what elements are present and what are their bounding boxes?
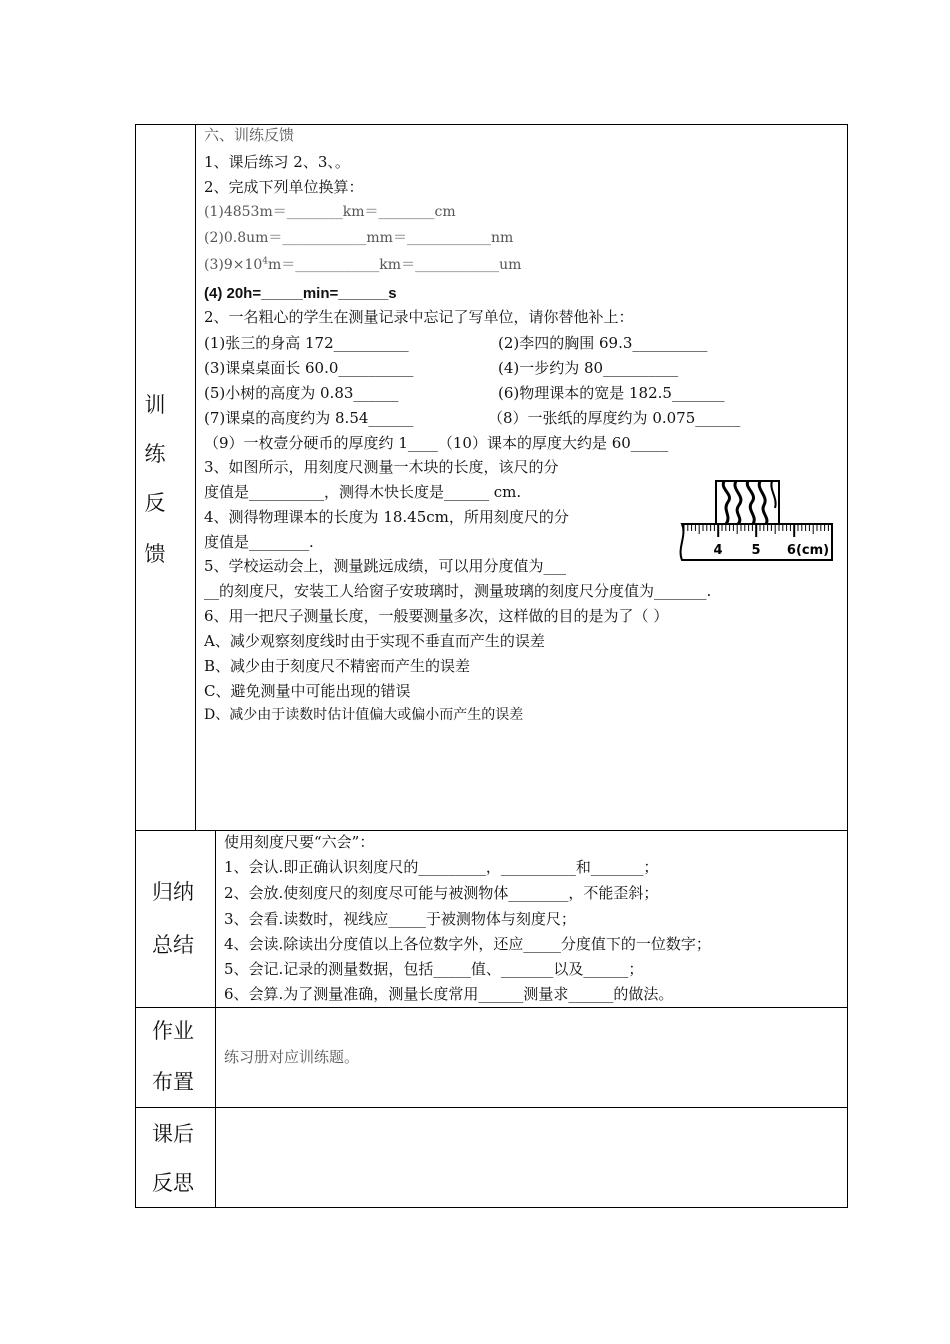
label-line: 布置	[152, 1070, 194, 1094]
unit-item: （9）一枚壹分硬币的厚度约 1____（10）课本的厚度大约是 60_____	[204, 434, 669, 452]
question-2-title: 2、完成下列单位换算：	[204, 178, 364, 196]
label-line: 作业	[152, 1019, 194, 1043]
summary-item: 5、会记.记录的测量数据，包括_____值、_______以及______；	[224, 960, 644, 978]
unit-item: (7)课桌的高度约为 8.54______	[204, 409, 414, 427]
col-divider	[215, 830, 216, 1208]
summary-item: 1、会认.即正确认识刻度尺的_________，__________和_______；	[224, 858, 659, 876]
option-b: B、减少由于刻度尺不精密而产生的误差	[204, 657, 471, 675]
conversion-3-exponent: 4	[262, 256, 269, 267]
question-5-line-1: 5、学校运动会上，测量跳远成绩，可以用分度值为___	[204, 557, 567, 575]
question-3-line-1: 3、如图所示，用刻度尺测量一木块的长度，该尺的分	[204, 458, 559, 476]
ruler-label-6: 6(cm)	[786, 543, 830, 558]
question-3-line-2: 度值是__________，测得木快长度是______ cm.	[204, 483, 522, 501]
unit-item: (5)小树的高度为 0.83______	[204, 384, 399, 402]
option-c: C、避免测量中可能出现的错误	[204, 682, 411, 700]
conversion-2: (2)0.8um＝____________mm＝____________nm	[204, 230, 514, 246]
unit-item: (2)李四的胸围 69.3__________	[498, 334, 708, 352]
conversion-4: (4) 20h=_____min=______s	[204, 285, 397, 302]
wood-block	[716, 481, 779, 524]
homework-text: 练习册对应训练题。	[224, 1048, 360, 1066]
option-d: D、减少由于读数时估计值偏大或偏小而产生的误差	[204, 707, 524, 723]
question-2b-title: 2、一名粗心的学生在测量记录中忘记了写单位，请你替他补上：	[204, 308, 634, 326]
conversion-3	[204, 258, 521, 272]
summary-title: 使用刻度尺要“六会”：	[224, 833, 375, 851]
summary-item: 6、会算.为了测量准确，测量长度常用______测量求______的做法。	[224, 985, 674, 1003]
question-5-line-2: __的刻度尺，安装工人给窗子安玻璃时，测量玻璃的刻度尺分度值为_______.	[204, 582, 712, 600]
label-line: 课后	[152, 1122, 194, 1146]
ruler-label-5: 5	[751, 543, 761, 558]
section-heading: 六、训练反馈	[204, 126, 295, 144]
question-1: 1、课后练习 2、3、。	[204, 153, 350, 171]
question-4-line-1: 4、测得物理课本的长度为 18.45cm，所用刻度尺的分	[204, 508, 569, 526]
option-a: A、减少观察刻度线时由于实现不垂直而产生的误差	[204, 632, 545, 650]
unit-item: (4)一步约为 80__________	[498, 359, 679, 377]
label-char: 训	[144, 393, 166, 417]
row-divider	[135, 830, 848, 831]
label-char: 练	[144, 442, 166, 466]
summary-item: 2、会放.使刻度尺的刻度尽可能与被测物体________，不能歪斜；	[224, 884, 659, 902]
label-char: 馈	[144, 542, 166, 566]
ruler-label-4: 4	[713, 543, 723, 558]
unit-item: (6)物理课本的宽是 182.5_______	[498, 384, 725, 402]
question-6: 6、用一把尺子测量长度，一般要测量多次，这样做的目的是为了（ ）	[204, 607, 669, 625]
conversion-3-rest: m＝____________km＝____________um	[268, 257, 522, 273]
conversion-1: (1)4853m＝________km＝________cm	[204, 204, 456, 220]
label-line: 反思	[152, 1171, 194, 1195]
unit-item: (3)课桌桌面长 60.0__________	[204, 359, 414, 377]
conversion-3-base: (3)9×10	[204, 257, 263, 273]
row-divider	[135, 1107, 848, 1108]
label-char: 反	[144, 491, 166, 515]
ruler-figure	[676, 478, 836, 562]
label-line: 总结	[152, 933, 194, 957]
unit-item: （8）一张纸的厚度约为 0.075______	[488, 409, 741, 427]
row-divider	[135, 1007, 848, 1008]
summary-item: 3、会看.读数时，视线应_____于被测物体与刻度尺；	[224, 910, 576, 928]
unit-item: (1)张三的身高 172__________	[204, 334, 409, 352]
label-line: 归纳	[152, 880, 194, 904]
summary-item: 4、会读.除读出分度值以上各位数字外，还应_____分度值下的一位数字；	[224, 935, 711, 953]
col-divider	[195, 124, 196, 831]
question-4-line-2: 度值是________.	[204, 533, 314, 551]
